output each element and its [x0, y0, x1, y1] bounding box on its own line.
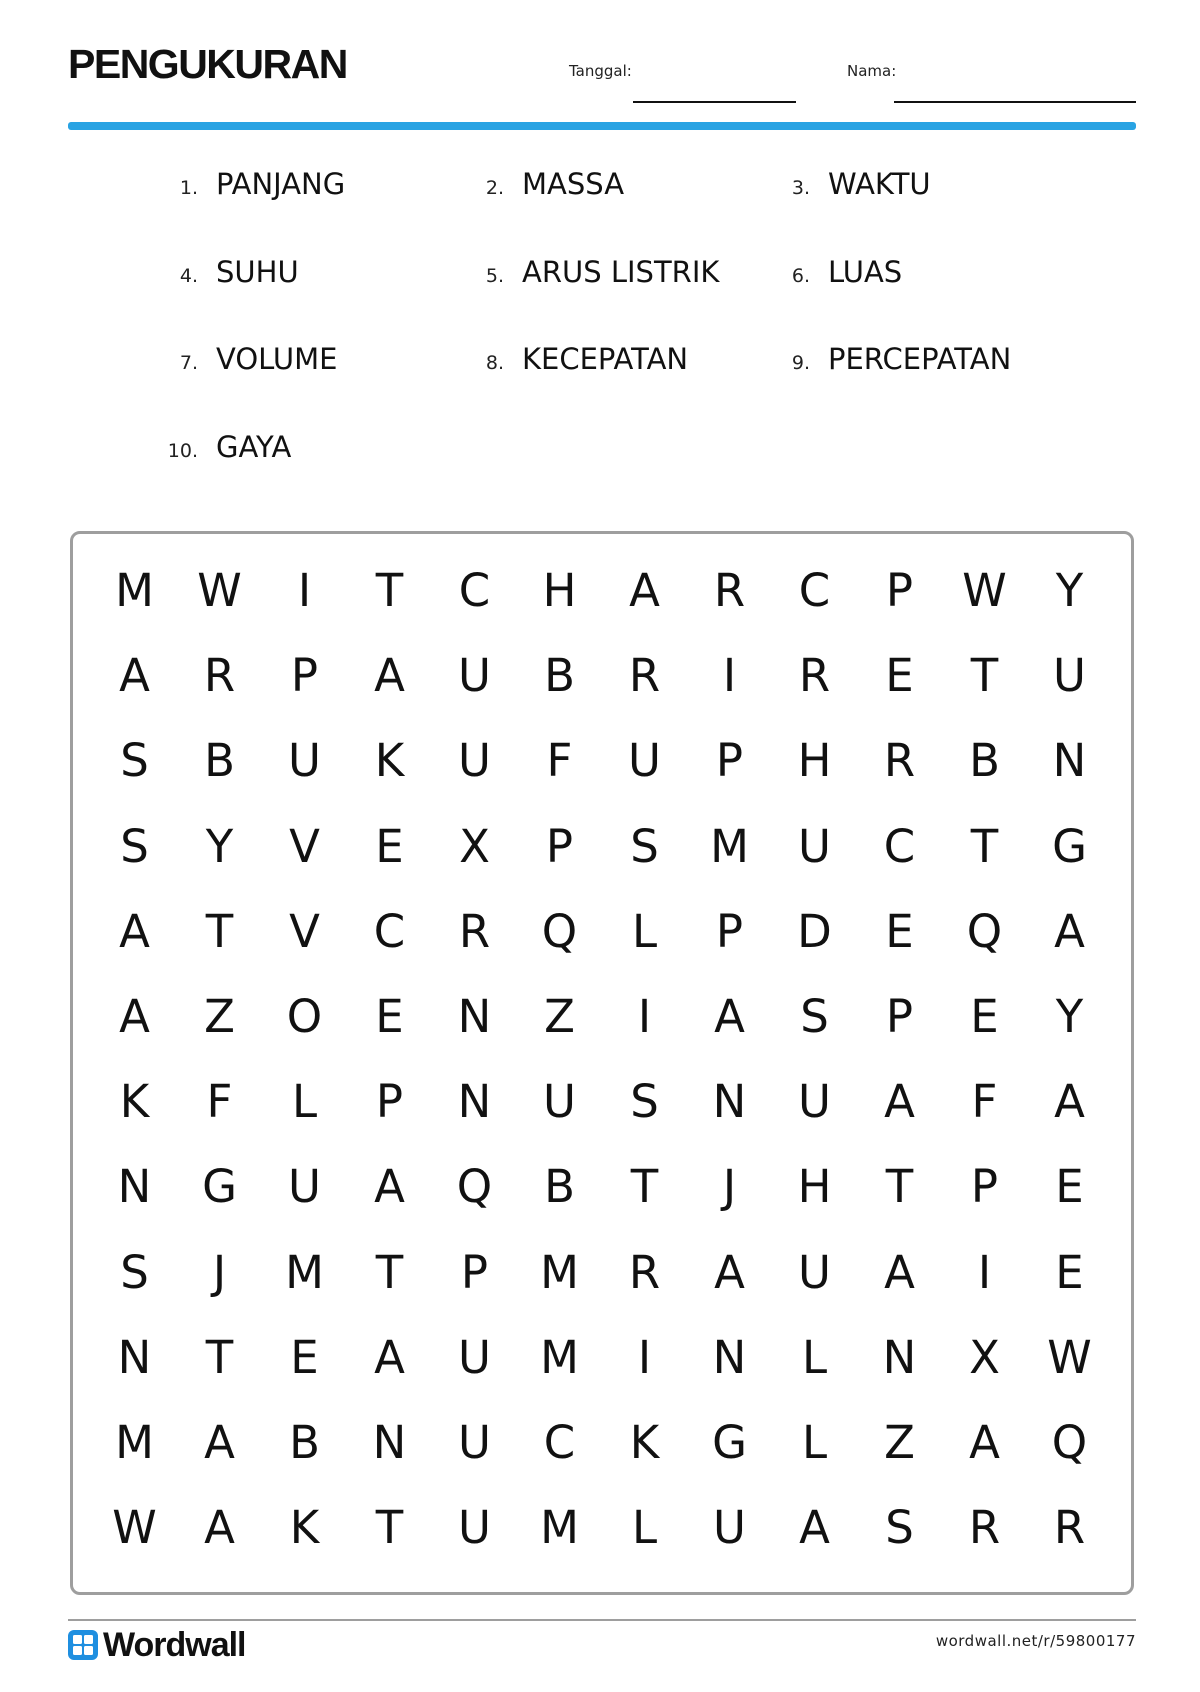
puzzle-row [92, 1059, 1112, 1144]
puzzle-cell: T [375, 1501, 404, 1555]
puzzle-cell: M [540, 1501, 579, 1555]
word-list-item [166, 255, 299, 295]
puzzle-cell: H [542, 564, 577, 618]
puzzle-cell: L [631, 1501, 658, 1555]
puzzle-cell: L [631, 904, 658, 958]
puzzle-cell: R [968, 1501, 1001, 1555]
puzzle-cell: Q [966, 904, 1003, 958]
footer-divider [68, 1619, 1136, 1621]
puzzle-cell: I [637, 1330, 652, 1384]
puzzle-cell: R [628, 1245, 661, 1299]
puzzle-cell: A [714, 1245, 745, 1299]
puzzle-cell: U [458, 1330, 491, 1384]
word-text: VOLUME [216, 342, 338, 376]
puzzle-cell: R [458, 904, 491, 958]
date-field[interactable] [633, 101, 796, 103]
puzzle-cell: M [540, 1245, 579, 1299]
puzzle-cell: H [797, 734, 832, 788]
puzzle-cell: S [800, 990, 829, 1044]
puzzle-cell: M [710, 819, 749, 873]
puzzle-cell: E [1055, 1245, 1084, 1299]
puzzle-cell: Q [1051, 1415, 1088, 1469]
puzzle-cell: R [713, 564, 746, 618]
puzzle-cell: C [543, 1415, 576, 1469]
puzzle-cell: E [375, 819, 404, 873]
puzzle-cell: A [374, 1330, 405, 1384]
puzzle-cell: U [798, 819, 831, 873]
puzzle-cell: U [288, 734, 321, 788]
puzzle-cell: T [970, 649, 999, 703]
puzzle-cell: B [544, 1160, 575, 1214]
puzzle-cell: A [374, 649, 405, 703]
puzzle-cell: F [206, 1075, 233, 1129]
puzzle-cell: I [297, 564, 312, 618]
puzzle-cell: T [205, 1330, 234, 1384]
puzzle-cell: M [540, 1330, 579, 1384]
word-number: 8. [485, 352, 504, 374]
puzzle-cell: E [885, 904, 914, 958]
word-text: LUAS [828, 255, 903, 289]
word-list-item [472, 255, 719, 295]
word-number: 7. [179, 352, 198, 374]
puzzle-cell: T [970, 819, 999, 873]
puzzle-cell: A [969, 1415, 1000, 1469]
puzzle-cell: E [970, 990, 999, 1044]
word-text: KECEPATAN [522, 342, 689, 376]
puzzle-cell: U [458, 649, 491, 703]
puzzle-cell: N [712, 1330, 747, 1384]
puzzle-cell: X [969, 1330, 1000, 1384]
word-number: 5. [485, 265, 504, 287]
puzzle-cell: L [801, 1415, 828, 1469]
page-title: PENGUKURAN [68, 41, 347, 87]
puzzle-cell: B [544, 649, 575, 703]
word-text: WAKTU [828, 167, 931, 201]
puzzle-cell: A [884, 1075, 915, 1129]
wordwall-logo-text: Wordwall [103, 1626, 246, 1664]
puzzle-cell: G [1052, 819, 1087, 873]
word-text: ARUS LISTRIK [522, 255, 720, 289]
puzzle-cell: Y [1055, 564, 1084, 618]
puzzle-cell: C [883, 819, 916, 873]
footer-url[interactable]: wordwall.net/r/59800177 [935, 1632, 1136, 1650]
word-list-item [472, 342, 688, 382]
puzzle-cell: N [117, 1160, 152, 1214]
puzzle-cell: N [457, 990, 492, 1044]
word-number: 4. [179, 265, 198, 287]
wordwall-logo [68, 1628, 246, 1662]
puzzle-cell: Z [884, 1415, 915, 1469]
puzzle-cell: A [799, 1501, 830, 1555]
puzzle-cell: S [630, 819, 659, 873]
puzzle-row [92, 1144, 1112, 1229]
word-list-item [166, 167, 345, 207]
puzzle-grid [92, 548, 1112, 1570]
word-text: PANJANG [216, 167, 346, 201]
puzzle-cell: T [630, 1160, 659, 1214]
puzzle-cell: N [1052, 734, 1087, 788]
puzzle-cell: Y [1055, 990, 1084, 1044]
puzzle-row [92, 1400, 1112, 1485]
puzzle-row [92, 633, 1112, 718]
puzzle-cell: E [1055, 1160, 1084, 1214]
puzzle-cell: U [713, 1501, 746, 1555]
puzzle-cell: C [458, 564, 491, 618]
puzzle-cell: A [629, 564, 660, 618]
puzzle-cell: B [289, 1415, 320, 1469]
date-label: Tanggal: [569, 62, 632, 80]
puzzle-cell: N [712, 1075, 747, 1129]
puzzle-cell: N [372, 1415, 407, 1469]
puzzle-cell: F [546, 734, 573, 788]
puzzle-cell: A [1054, 1075, 1085, 1129]
puzzle-cell: C [373, 904, 406, 958]
puzzle-cell: I [637, 990, 652, 1044]
puzzle-cell: C [798, 564, 831, 618]
word-number: 2. [485, 177, 504, 199]
puzzle-cell: A [374, 1160, 405, 1214]
puzzle-cell: P [290, 649, 319, 703]
puzzle-cell: T [375, 1245, 404, 1299]
puzzle-cell: P [375, 1075, 404, 1129]
wordwall-logo-icon [68, 1630, 98, 1660]
puzzle-cell: Z [544, 990, 575, 1044]
puzzle-cell: P [970, 1160, 999, 1214]
puzzle-cell: M [115, 564, 154, 618]
puzzle-cell: A [119, 649, 150, 703]
puzzle-cell: W [1047, 1330, 1092, 1384]
puzzle-cell: E [375, 990, 404, 1044]
puzzle-cell: O [286, 990, 323, 1044]
puzzle-cell: K [374, 734, 405, 788]
word-list-item [778, 255, 902, 295]
word-number: 6. [791, 265, 810, 287]
puzzle-row [92, 974, 1112, 1059]
puzzle-cell: S [120, 734, 149, 788]
puzzle-cell: L [291, 1075, 318, 1129]
puzzle-row [92, 1485, 1112, 1570]
puzzle-cell: K [119, 1075, 150, 1129]
puzzle-cell: A [1054, 904, 1085, 958]
puzzle-cell: G [712, 1415, 747, 1469]
puzzle-cell: P [885, 564, 914, 618]
puzzle-cell: W [962, 564, 1007, 618]
puzzle-cell: U [458, 1415, 491, 1469]
puzzle-row [92, 889, 1112, 974]
puzzle-cell: R [1053, 1501, 1086, 1555]
puzzle-cell: G [202, 1160, 237, 1214]
name-label: Nama: [847, 62, 897, 80]
word-text: MASSA [522, 167, 625, 201]
puzzle-cell: T [205, 904, 234, 958]
puzzle-cell: Z [204, 990, 235, 1044]
puzzle-cell: J [212, 1245, 227, 1299]
puzzle-cell: K [289, 1501, 320, 1555]
puzzle-cell: P [715, 904, 744, 958]
word-text: GAYA [216, 430, 292, 464]
word-list-item [778, 342, 1011, 382]
word-number: 1. [179, 177, 198, 199]
puzzle-cell: V [289, 819, 320, 873]
puzzle-cell: T [375, 564, 404, 618]
puzzle-cell: Q [456, 1160, 493, 1214]
puzzle-cell: H [797, 1160, 832, 1214]
puzzle-cell: B [204, 734, 235, 788]
puzzle-cell: U [798, 1245, 831, 1299]
word-list-item [778, 167, 931, 207]
puzzle-cell: L [801, 1330, 828, 1384]
puzzle-cell: U [288, 1160, 321, 1214]
puzzle-cell: B [969, 734, 1000, 788]
word-text: PERCEPATAN [828, 342, 1012, 376]
puzzle-cell: U [458, 1501, 491, 1555]
puzzle-cell: R [203, 649, 236, 703]
puzzle-cell: M [285, 1245, 324, 1299]
word-text: SUHU [216, 255, 299, 289]
puzzle-cell: U [1053, 649, 1086, 703]
puzzle-cell: I [977, 1245, 992, 1299]
puzzle-cell: S [885, 1501, 914, 1555]
puzzle-cell: S [120, 1245, 149, 1299]
puzzle-row [92, 548, 1112, 633]
word-number: 3. [791, 177, 810, 199]
puzzle-cell: R [883, 734, 916, 788]
puzzle-cell: K [629, 1415, 660, 1469]
puzzle-cell: A [119, 904, 150, 958]
puzzle-cell: P [885, 990, 914, 1044]
puzzle-cell: N [117, 1330, 152, 1384]
puzzle-cell: N [882, 1330, 917, 1384]
word-list-item [472, 167, 624, 207]
puzzle-cell: W [112, 1501, 157, 1555]
puzzle-cell: R [798, 649, 831, 703]
puzzle-cell: X [459, 819, 490, 873]
puzzle-cell: P [545, 819, 574, 873]
puzzle-cell: R [628, 649, 661, 703]
puzzle-cell: U [458, 734, 491, 788]
puzzle-cell: Y [205, 819, 234, 873]
puzzle-cell: Q [541, 904, 578, 958]
word-number: 10. [167, 440, 198, 462]
puzzle-cell: A [884, 1245, 915, 1299]
header-divider [68, 122, 1136, 130]
word-list-item [166, 430, 291, 470]
puzzle-cell: U [543, 1075, 576, 1129]
puzzle-cell: A [714, 990, 745, 1044]
puzzle-cell: S [120, 819, 149, 873]
puzzle-cell: F [971, 1075, 998, 1129]
puzzle-cell: V [289, 904, 320, 958]
puzzle-row [92, 1230, 1112, 1315]
puzzle-row [92, 718, 1112, 803]
puzzle-cell: U [628, 734, 661, 788]
puzzle-cell: A [119, 990, 150, 1044]
puzzle-cell: D [797, 904, 832, 958]
name-field[interactable] [894, 101, 1136, 103]
puzzle-cell: W [197, 564, 242, 618]
puzzle-cell: P [715, 734, 744, 788]
puzzle-cell: A [204, 1415, 235, 1469]
word-list-item [166, 342, 337, 382]
word-number: 9. [791, 352, 810, 374]
puzzle-cell: J [722, 1160, 737, 1214]
puzzle-cell: M [115, 1415, 154, 1469]
puzzle-cell: P [460, 1245, 489, 1299]
puzzle-cell: N [457, 1075, 492, 1129]
puzzle-cell: U [798, 1075, 831, 1129]
puzzle-cell: E [290, 1330, 319, 1384]
puzzle-row [92, 1315, 1112, 1400]
puzzle-cell: E [885, 649, 914, 703]
puzzle-cell: A [204, 1501, 235, 1555]
puzzle-cell: T [885, 1160, 914, 1214]
puzzle-row [92, 804, 1112, 889]
puzzle-cell: I [722, 649, 737, 703]
puzzle-cell: S [630, 1075, 659, 1129]
